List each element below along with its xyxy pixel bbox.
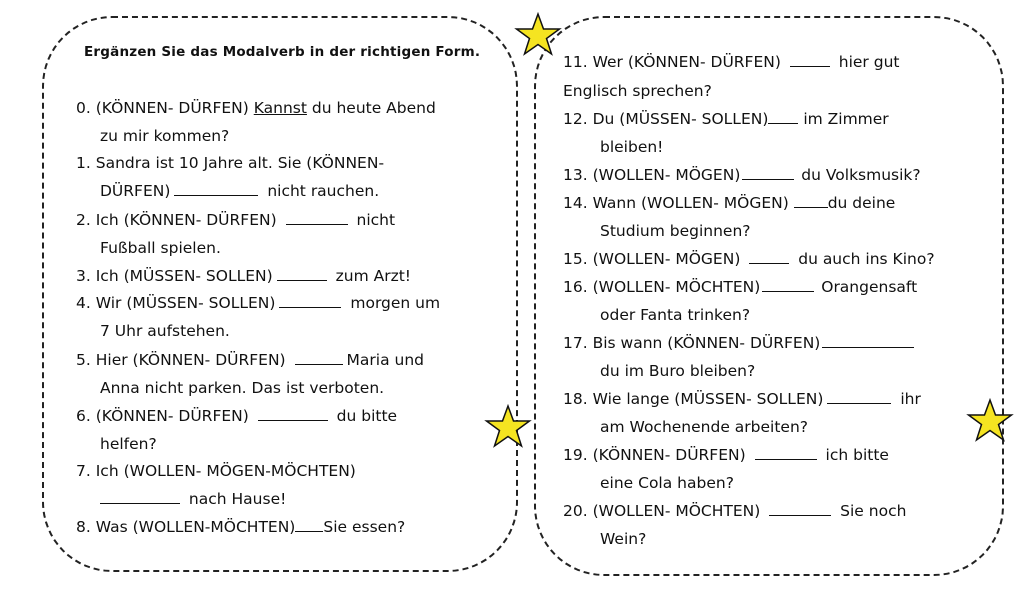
answer-blank[interactable] bbox=[769, 503, 831, 516]
answer-blank[interactable] bbox=[286, 212, 348, 225]
exercise-15: 15. (WOLLEN- MÖGEN) du auch ins Kino? bbox=[563, 250, 935, 268]
answer-blank[interactable] bbox=[279, 295, 341, 308]
exercise-6: 6. (KÖNNEN- DÜRFEN) du bitte bbox=[76, 407, 398, 425]
star-icon bbox=[514, 12, 562, 58]
exercise-11: 11. Wer (KÖNNEN- DÜRFEN) hier gut bbox=[563, 53, 900, 71]
exercise-1: 1. Sandra ist 10 Jahre alt. Sie (KÖNNEN- bbox=[76, 154, 385, 172]
exercise-3: 3. Ich (MÜSSEN- SOLLEN) zum Arzt! bbox=[76, 267, 412, 285]
exercise-20: 20. (WOLLEN- MÖCHTEN) Sie noch bbox=[563, 502, 907, 520]
exercise-2: 2. Ich (KÖNNEN- DÜRFEN) nicht bbox=[76, 211, 396, 229]
exercise-4: 4. Wir (MÜSSEN- SOLLEN) morgen um bbox=[76, 294, 441, 312]
exercise-0-continued: zu mir kommen? bbox=[100, 127, 230, 145]
answer-blank[interactable] bbox=[749, 251, 789, 264]
exercise-17-continued: du im Buro bleiben? bbox=[600, 362, 756, 380]
star-icon bbox=[484, 404, 532, 450]
exercise-7-continued: nach Hause! bbox=[100, 489, 286, 509]
exercise-8: 8. Was (WOLLEN-MÖCHTEN) Sie essen? bbox=[76, 518, 406, 536]
exercise-4-continued: 7 Uhr aufstehen. bbox=[100, 322, 230, 340]
exercise-7: 7. Ich (WOLLEN- MÖGEN-MÖCHTEN) bbox=[76, 462, 356, 480]
answer-blank[interactable] bbox=[755, 447, 817, 460]
answer-blank[interactable] bbox=[827, 391, 891, 404]
exercise-19: 19. (KÖNNEN- DÜRFEN) ich bitte bbox=[563, 446, 889, 464]
answer-blank[interactable] bbox=[100, 491, 180, 504]
exercise-16: 16. (WOLLEN- MÖCHTEN) Orangensaft bbox=[563, 278, 918, 296]
exercise-6-continued: helfen? bbox=[100, 435, 157, 453]
answer-blank[interactable] bbox=[794, 195, 828, 208]
exercise-16-continued: oder Fanta trinken? bbox=[600, 306, 751, 324]
exercise-18-continued: am Wochenende arbeiten? bbox=[600, 418, 809, 436]
worksheet-title: Ergänzen Sie das Modalverb in der richtigen Form. bbox=[84, 44, 481, 60]
exercise-11-continued: Englisch sprechen? bbox=[563, 82, 712, 100]
exercise-5-continued: Anna nicht parken. Das ist verboten. bbox=[100, 379, 385, 397]
answer-blank[interactable] bbox=[258, 408, 328, 421]
answer-blank[interactable] bbox=[295, 352, 343, 365]
exercise-13: 13. (WOLLEN- MÖGEN) du Volksmusik? bbox=[563, 166, 921, 184]
answer-blank[interactable] bbox=[174, 183, 258, 196]
answer-blank[interactable] bbox=[822, 335, 914, 348]
exercise-5: 5. Hier (KÖNNEN- DÜRFEN) Maria und bbox=[76, 351, 424, 369]
answer-blank[interactable] bbox=[790, 54, 830, 67]
answer-blank[interactable] bbox=[742, 167, 794, 180]
exercise-0: 0. (KÖNNEN- DÜRFEN) Kannst du heute Abend bbox=[76, 99, 436, 117]
exercise-18: 18. Wie lange (MÜSSEN- SOLLEN) ihr bbox=[563, 390, 921, 408]
answer-blank[interactable] bbox=[768, 111, 798, 124]
answer-blank[interactable] bbox=[762, 279, 814, 292]
answer-blank[interactable] bbox=[277, 268, 327, 281]
exercise-1-continued: DÜRFEN) nicht rauchen. bbox=[100, 182, 380, 200]
exercise-19-continued: eine Cola haben? bbox=[600, 474, 734, 492]
exercise-17: 17. Bis wann (KÖNNEN- DÜRFEN) bbox=[563, 333, 916, 353]
exercise-12-continued: bleiben! bbox=[600, 138, 664, 156]
exercise-2-continued: Fußball spielen. bbox=[100, 239, 221, 257]
star-icon bbox=[966, 398, 1014, 444]
exercise-12: 12. Du (MÜSSEN- SOLLEN) im Zimmer bbox=[563, 110, 889, 128]
exercise-14-continued: Studium beginnen? bbox=[600, 222, 751, 240]
answer-blank[interactable] bbox=[295, 519, 323, 532]
exercise-20-continued: Wein? bbox=[600, 530, 647, 548]
example-answer: Kannst bbox=[253, 99, 307, 117]
exercise-14: 14. Wann (WOLLEN- MÖGEN) du deine bbox=[563, 194, 896, 212]
